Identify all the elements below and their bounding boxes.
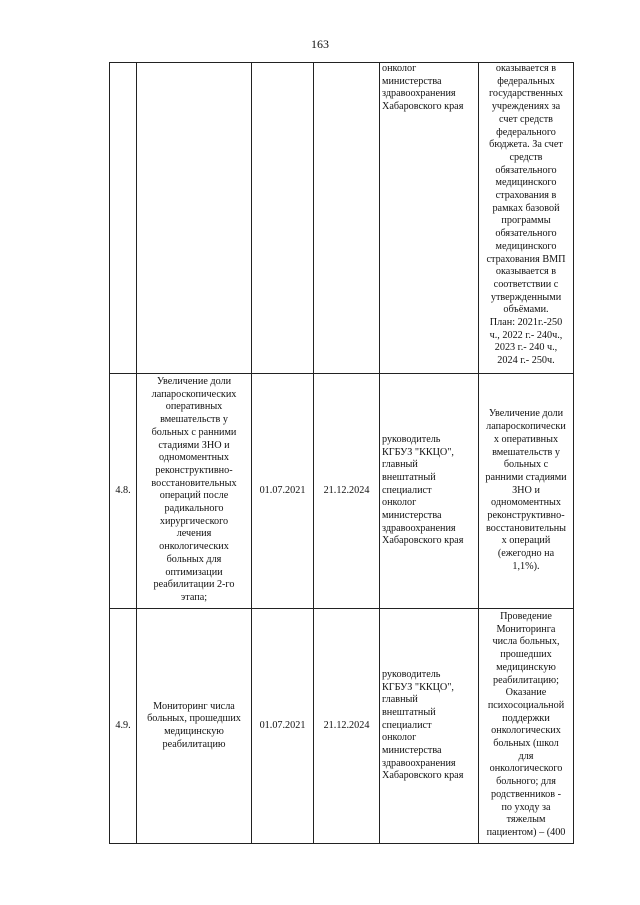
responsible-cell: руководитель КГБУЗ "ККЦО", главный внештатный специалист онколог министерства здравоохранения Хабаровского края	[380, 374, 479, 609]
result-cell: оказывается в федеральных государственных учреждениях за счет средств федерального бюджета. За счет средств обязательного медицинского страхования в рамках базовой программы обязательного медицинского страхования ВМП оказывается в соответствии с утвержденными объёмами. План: 2021г.-250 ч., 2022 г.- 240ч., 2023 г.- 240 ч., 2024 г.- 250ч.	[479, 63, 574, 374]
event-cell: Мониторинг числа больных, прошедших медицинскую реабилитацию	[137, 609, 252, 844]
page-number: 163	[311, 37, 329, 51]
end-date-cell: 21.12.2024	[314, 609, 380, 844]
responsible-cell: онколог министерства здравоохранения Хабаровского края	[380, 63, 479, 374]
event-cell: Увеличение доли лапароскопических оперативных вмешательств у больных с ранними стадиями ЗНО и одномоментных реконструктивно- восстановительных операций после радикального хирургического лечения онкологических больных для оптимизации реабилитации 2-го этапа;	[137, 374, 252, 609]
table-row	[110, 63, 574, 374]
result-cell: Увеличение доли лапароскопически х оперативных вмешательств у больных с ранними стадиями ЗНО и одномоментных реконструктивно- восстановительны х операций (ежегодно на 1,1%).	[479, 374, 574, 609]
end-date-cell: 21.12.2024	[314, 374, 380, 609]
table-row	[110, 609, 574, 844]
row-number-cell: 4.8.	[110, 374, 137, 609]
row-number-cell	[110, 63, 137, 374]
start-date-cell: 01.07.2021	[252, 609, 314, 844]
responsible-cell: руководитель КГБУЗ "ККЦО", главный внештатный специалист онколог министерства здравоохранения Хабаровского края	[380, 609, 479, 844]
end-date-cell	[314, 63, 380, 374]
start-date-cell: 01.07.2021	[252, 374, 314, 609]
result-cell: Проведение Мониторинга числа больных, прошедших медицинскую реабилитацию; Оказание психосоциальной поддержки онкологических больных (школ для онкологического больного; для родственников - по уходу за тяжелым пациентом) – (400	[479, 609, 574, 844]
start-date-cell	[252, 63, 314, 374]
event-cell	[137, 63, 252, 374]
plan-table	[109, 62, 574, 844]
row-number-cell: 4.9.	[110, 609, 137, 844]
table-row	[110, 374, 574, 609]
